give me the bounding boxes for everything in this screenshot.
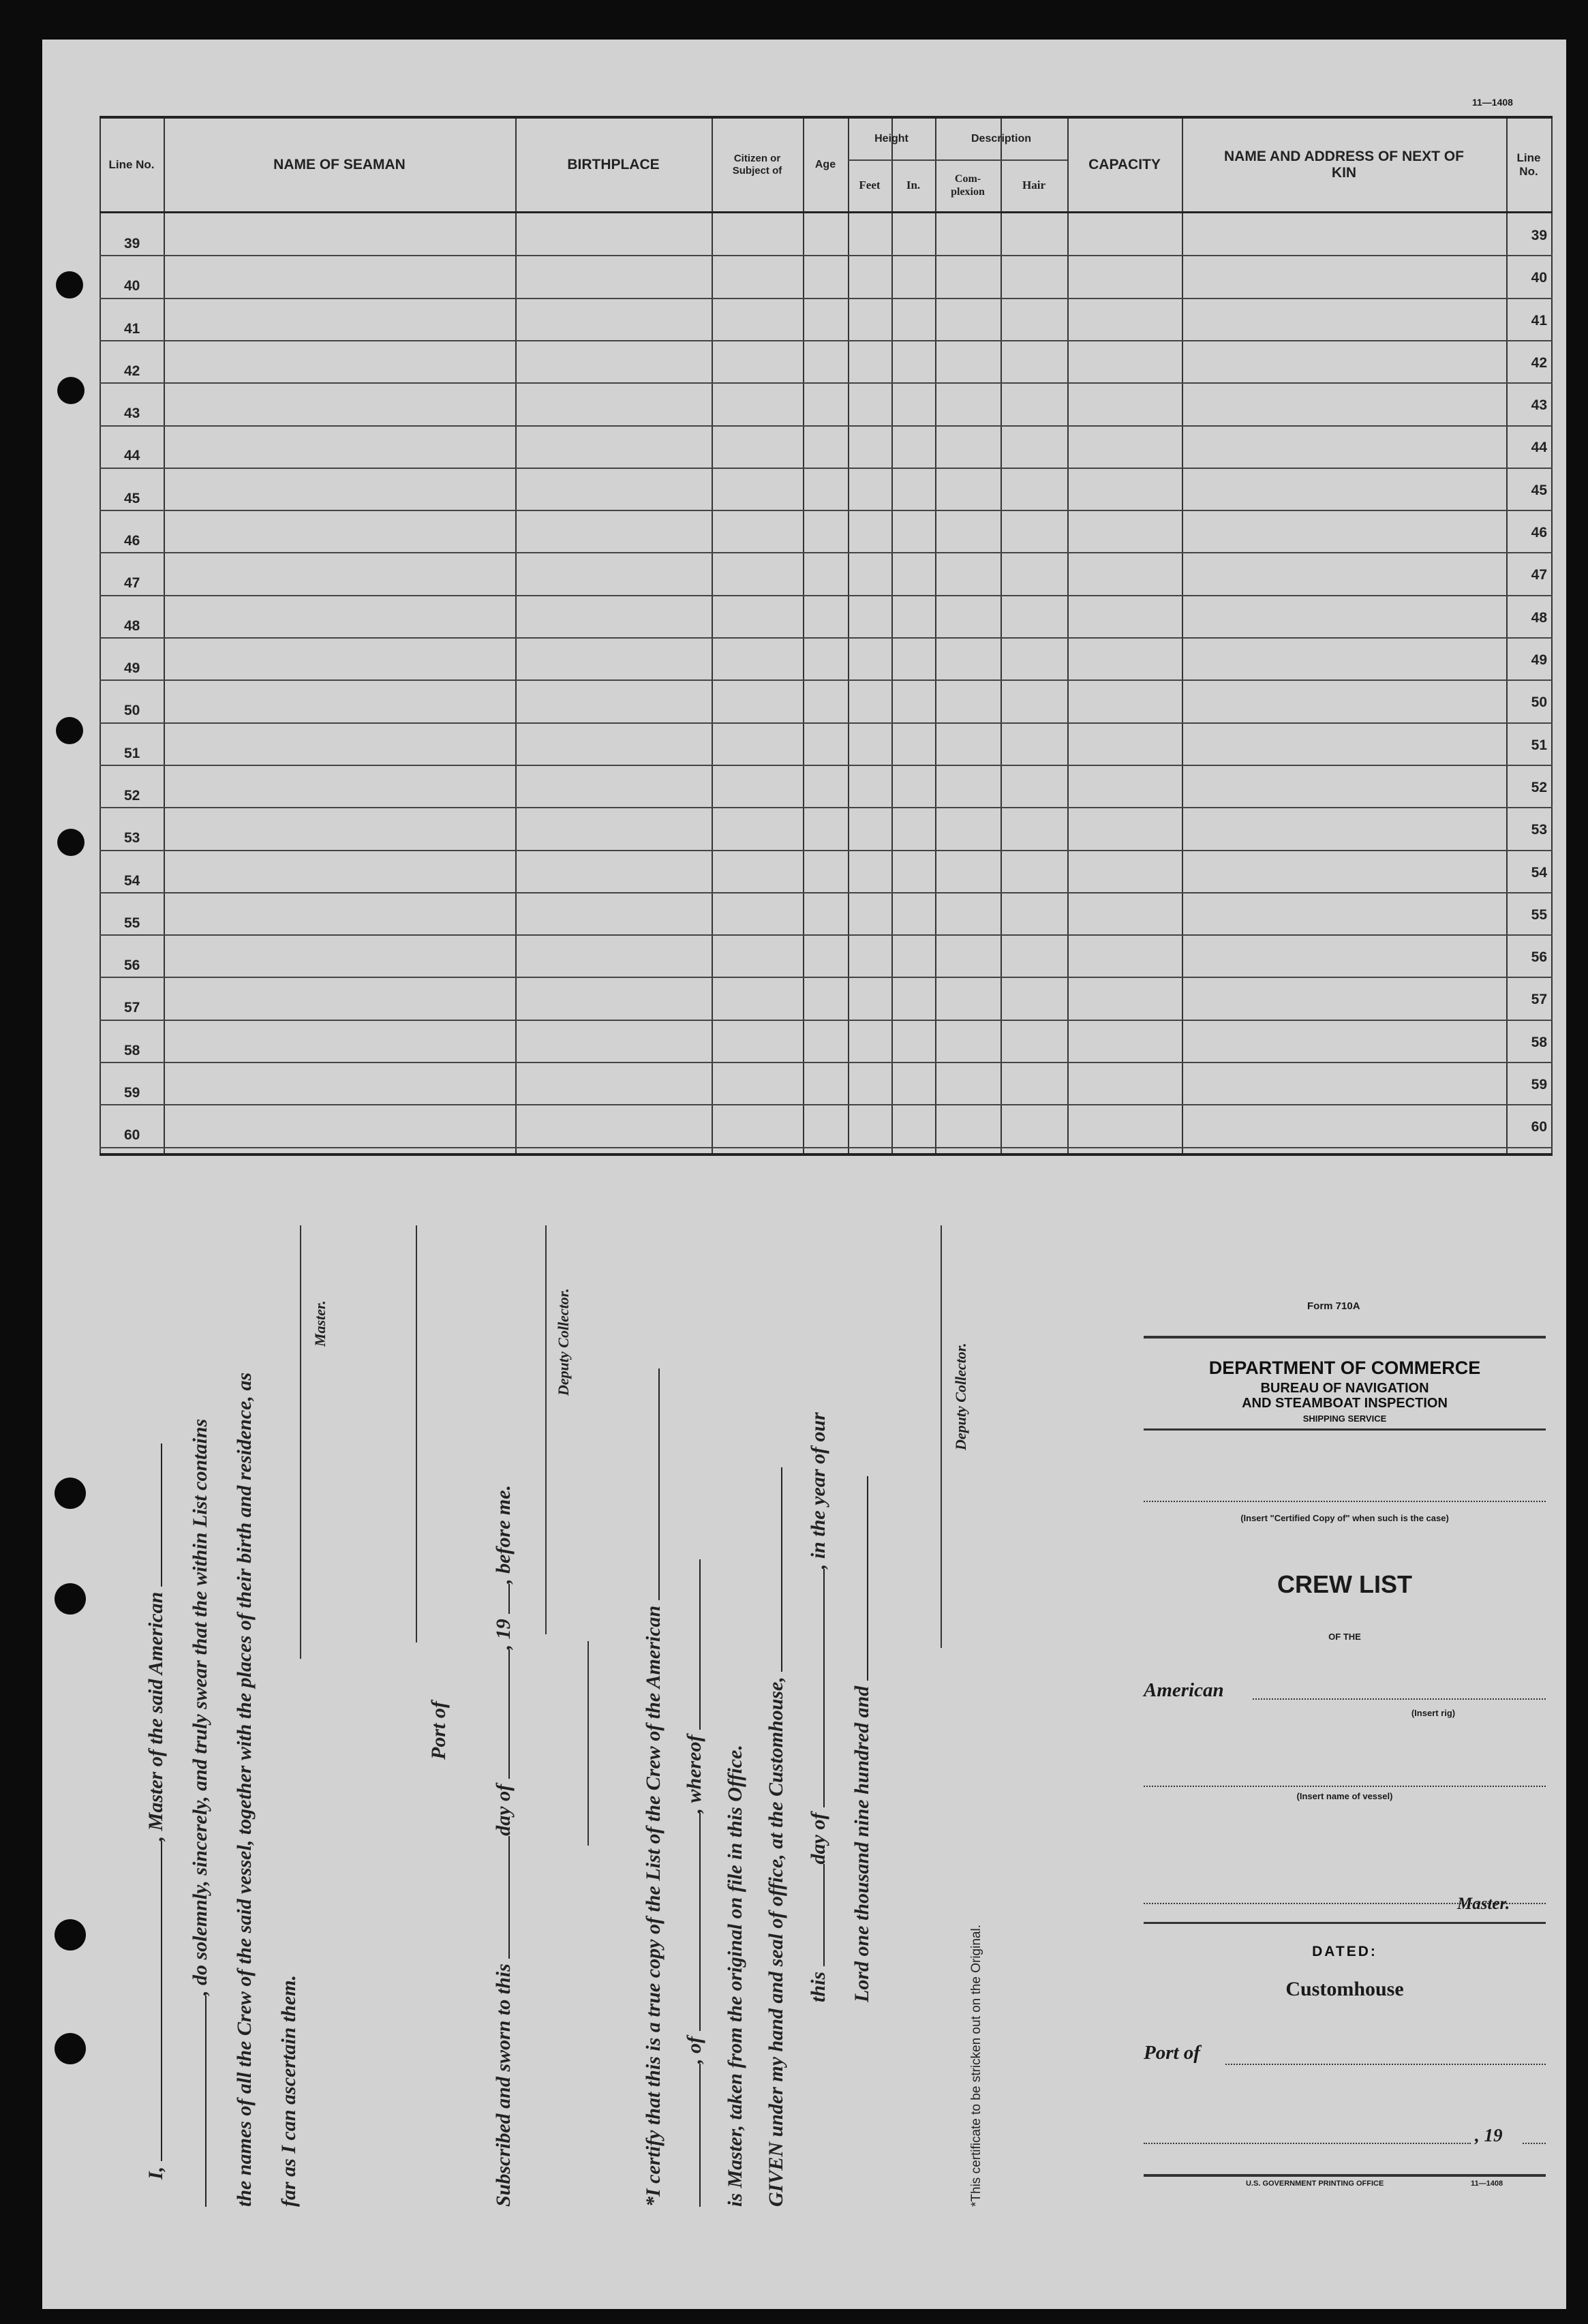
oath-master-of-american: , Master of the said American [144, 1591, 167, 1841]
given-year-blank[interactable] [852, 1476, 868, 1681]
header-feet: Feet [859, 179, 881, 192]
this-text: this [807, 1971, 829, 2002]
header-age: Age [814, 159, 836, 170]
customhouse-label: Customhouse [1285, 1978, 1404, 2000]
punch-hole [55, 2033, 86, 2064]
row-number-left: 49 [124, 660, 140, 676]
port-of-label-back: Port of [1144, 2042, 1200, 2064]
table-row[interactable] [100, 511, 1553, 553]
deputy-signature-line-1[interactable] [545, 1225, 547, 1634]
row-number-left: 40 [124, 278, 140, 294]
printer-imprint: U.S. GOVERNMENT PRINTING OFFICE [1246, 2180, 1384, 2188]
subscribed-line [492, 1485, 515, 2207]
date-field[interactable] [1144, 2143, 1471, 2144]
master-signature-line[interactable] [300, 1225, 301, 1659]
printer-code: 11—1408 [1471, 2180, 1503, 2188]
header-citizen: Citizen or Subject of [732, 153, 782, 177]
before-me-text: , before me. [492, 1484, 515, 1584]
row-number-left: 47 [124, 575, 140, 591]
nineteen-text: , 19 [492, 1619, 515, 1650]
row-number-right: 40 [1531, 270, 1547, 286]
header-hair: Hair [1022, 179, 1045, 192]
row-number-left: 43 [124, 406, 140, 421]
given-day-of-text: day of [807, 1812, 829, 1865]
oath-line-2 [189, 1419, 212, 2207]
bureau-line-1: BUREAU OF NAVIGATION [1260, 1381, 1429, 1396]
year-field[interactable] [1523, 2143, 1546, 2144]
table-row[interactable] [100, 553, 1553, 596]
row-number-left: 57 [124, 1000, 140, 1015]
row-number-right: 51 [1531, 737, 1547, 753]
table-row[interactable] [100, 341, 1553, 384]
table-row[interactable] [100, 724, 1553, 766]
row-number-right: 42 [1531, 355, 1547, 371]
footnote: *This certificate to be stricken out on the Original. [969, 1925, 983, 2207]
port-blank-line[interactable] [416, 1225, 417, 1642]
row-number-left: 56 [124, 958, 140, 973]
certified-copy-blank[interactable] [1144, 1501, 1546, 1502]
nineteen-label: , 19 [1475, 2125, 1503, 2145]
certify-text: *I certify that this is a true copy of the List of the Crew of the American [642, 1605, 665, 2207]
master-label-back: Master. [1457, 1895, 1510, 1913]
row-number-left: 48 [124, 618, 140, 634]
dated-label: DATED: [1312, 1944, 1377, 1959]
header-birthplace: BIRTHPLACE [567, 157, 660, 172]
name-blank[interactable] [190, 1996, 207, 2207]
port-blank[interactable] [684, 1814, 701, 2032]
row-number-left: 53 [124, 830, 140, 846]
row-number-right: 54 [1531, 865, 1547, 881]
given-line-2 [807, 1412, 830, 2002]
row-number-left: 58 [124, 1043, 140, 1058]
header-inches: In. [906, 179, 921, 192]
month-blank[interactable] [493, 1649, 510, 1779]
short-rule [587, 1641, 589, 1846]
table-row[interactable] [100, 681, 1553, 723]
oath-line-3: the names of all the Crew of the said vessel, together with the places of their birth and residence, as [233, 1372, 256, 2207]
header-line-no-right: Line No. [1516, 151, 1541, 178]
row-number-left: 50 [124, 703, 140, 718]
table-row[interactable] [100, 256, 1553, 299]
top-rule [1144, 1336, 1546, 1339]
form-number: Form 710A [1307, 1300, 1360, 1312]
oath-swear-text: , do solemnly, sincerely, and truly swear that the within List contains [189, 1418, 211, 1996]
port-of-label: Port of [427, 1701, 450, 1760]
given-day-blank[interactable] [808, 1864, 825, 1966]
shipping-service: SHIPPING SERVICE [1302, 1413, 1387, 1424]
rig-blank[interactable] [643, 1369, 660, 1600]
given-month-blank[interactable] [808, 1569, 825, 1807]
insert-vessel-note: (Insert name of vessel) [1296, 1791, 1393, 1801]
vessel-name-blank[interactable] [146, 1443, 162, 1587]
form-code-top: 11—1408 [1472, 97, 1513, 108]
row-number-left: 55 [124, 915, 140, 931]
punch-hole [57, 377, 85, 404]
row-number-left: 60 [124, 1127, 140, 1143]
header-capacity: CAPACITY [1088, 157, 1161, 172]
year-of-our-text: , in the year of our [807, 1412, 829, 1570]
whereof-blank[interactable] [684, 1559, 701, 1730]
deputy-signature-line-2[interactable] [941, 1225, 942, 1648]
bureau-line-2: AND STEAMBOAT INSPECTION [1242, 1396, 1448, 1411]
punch-hole [55, 1583, 86, 1615]
year-blank[interactable] [493, 1584, 510, 1614]
rule-3 [1144, 1922, 1546, 1924]
row-number-right: 46 [1531, 525, 1547, 540]
row-number-left: 44 [124, 448, 140, 463]
row-number-right: 55 [1531, 907, 1547, 923]
master-name-blank[interactable] [146, 1841, 162, 2161]
vessel-blank[interactable] [684, 2064, 701, 2207]
given-line-3 [851, 1476, 874, 2002]
row-number-right: 45 [1531, 483, 1547, 498]
of-the: OF THE [1328, 1632, 1361, 1642]
header-bottom-rule [100, 211, 1553, 213]
day-blank[interactable] [493, 1836, 510, 1959]
customhouse-blank[interactable] [766, 1467, 782, 1672]
row-number-right: 53 [1531, 822, 1547, 838]
rig-field[interactable] [1253, 1698, 1546, 1700]
punch-hole [55, 1478, 86, 1509]
header-complexion: Com- plexion [951, 173, 985, 198]
row-number-left: 51 [124, 746, 140, 761]
table-row[interactable] [100, 426, 1553, 468]
certify-line-2 [683, 1559, 706, 2207]
header-line-no: Line No. [108, 158, 155, 171]
port-field[interactable] [1225, 2064, 1546, 2065]
vessel-name-field[interactable] [1144, 1786, 1546, 1787]
row-number-right: 58 [1531, 1035, 1547, 1050]
header-next-of-kin: NAME AND ADDRESS OF NEXT OF KIN [1224, 149, 1464, 181]
table-row[interactable] [100, 299, 1553, 341]
row-number-right: 47 [1531, 567, 1547, 583]
row-number-right: 56 [1531, 949, 1547, 965]
insert-certified-note: (Insert "Certified Copy of" when such is the case) [1240, 1513, 1449, 1523]
table-row[interactable] [100, 851, 1553, 893]
american-label: American [1144, 1679, 1224, 1701]
oath-line-4: far as I can ascertain them. [277, 1974, 300, 2207]
table-row[interactable] [100, 1063, 1553, 1105]
row-number-right: 44 [1531, 440, 1547, 455]
insert-rig-note: (Insert rig) [1411, 1708, 1456, 1718]
row-number-right: 57 [1531, 992, 1547, 1007]
row-number-right: 49 [1531, 652, 1547, 668]
punch-hole [57, 829, 85, 856]
row-number-left: 42 [124, 363, 140, 379]
rule-2 [1144, 1428, 1546, 1431]
header-description: Description [971, 133, 1031, 144]
punch-hole [56, 271, 83, 299]
table-row[interactable] [100, 1105, 1553, 1148]
row-number-right: 43 [1531, 397, 1547, 413]
table-row[interactable] [100, 639, 1553, 681]
table-row[interactable] [100, 978, 1553, 1020]
row-number-left: 59 [124, 1085, 140, 1101]
lord-text: Lord one thousand nine hundred and [851, 1685, 873, 2002]
crew-list-title: CREW LIST [1277, 1570, 1412, 1598]
certify-line-1 [642, 1369, 665, 2207]
punch-hole [55, 1919, 86, 1951]
table-row[interactable] [100, 893, 1553, 936]
certify-line-3: is Master, taken from the original on file in this Office. [724, 1745, 746, 2207]
punch-hole [56, 717, 83, 744]
table-row[interactable] [100, 1021, 1553, 1063]
day-of-text: day of [492, 1784, 515, 1836]
row-number-left: 54 [124, 873, 140, 889]
oath-i: I, [144, 2166, 167, 2180]
row-number-right: 41 [1531, 313, 1547, 328]
department-name: DEPARTMENT OF COMMERCE [1208, 1358, 1481, 1378]
header-height: Height [874, 133, 908, 144]
row-number-left: 41 [124, 321, 140, 337]
header-name-of-seaman: NAME OF SEAMAN [273, 157, 406, 172]
table-row[interactable] [100, 214, 1553, 256]
of-text: , of [683, 2036, 705, 2064]
row-number-left: 46 [124, 533, 140, 549]
row-number-right: 39 [1531, 228, 1547, 243]
row-number-right: 60 [1531, 1119, 1547, 1135]
bottom-rule [1144, 2174, 1546, 2177]
table-row[interactable] [100, 808, 1553, 851]
whereof-text: , whereof [683, 1734, 705, 1814]
master-label: Master. [311, 1300, 329, 1347]
table-row[interactable] [100, 469, 1553, 511]
row-number-right: 52 [1531, 780, 1547, 795]
given-line-1 [765, 1467, 788, 2207]
row-number-left: 39 [124, 236, 140, 251]
row-number-right: 50 [1531, 694, 1547, 710]
deputy-collector-2: Deputy Collector. [952, 1343, 969, 1450]
row-number-left: 52 [124, 788, 140, 804]
crew-list-page [42, 40, 1566, 2309]
table-row[interactable] [100, 384, 1553, 426]
crew-table [100, 116, 1553, 1156]
row-number-right: 48 [1531, 610, 1547, 626]
deputy-collector-1: Deputy Collector. [555, 1288, 572, 1396]
table-row[interactable] [100, 936, 1553, 978]
row-number-left: 45 [124, 491, 140, 506]
table-row[interactable] [100, 596, 1553, 639]
given-text: GIVEN under my hand and seal of office, at the Customhouse, [765, 1677, 787, 2207]
row-number-right: 59 [1531, 1077, 1547, 1092]
subscribed-text: Subscribed and sworn to this [492, 1963, 515, 2207]
table-row[interactable] [100, 766, 1553, 808]
oath-line-1 [144, 1443, 168, 2180]
